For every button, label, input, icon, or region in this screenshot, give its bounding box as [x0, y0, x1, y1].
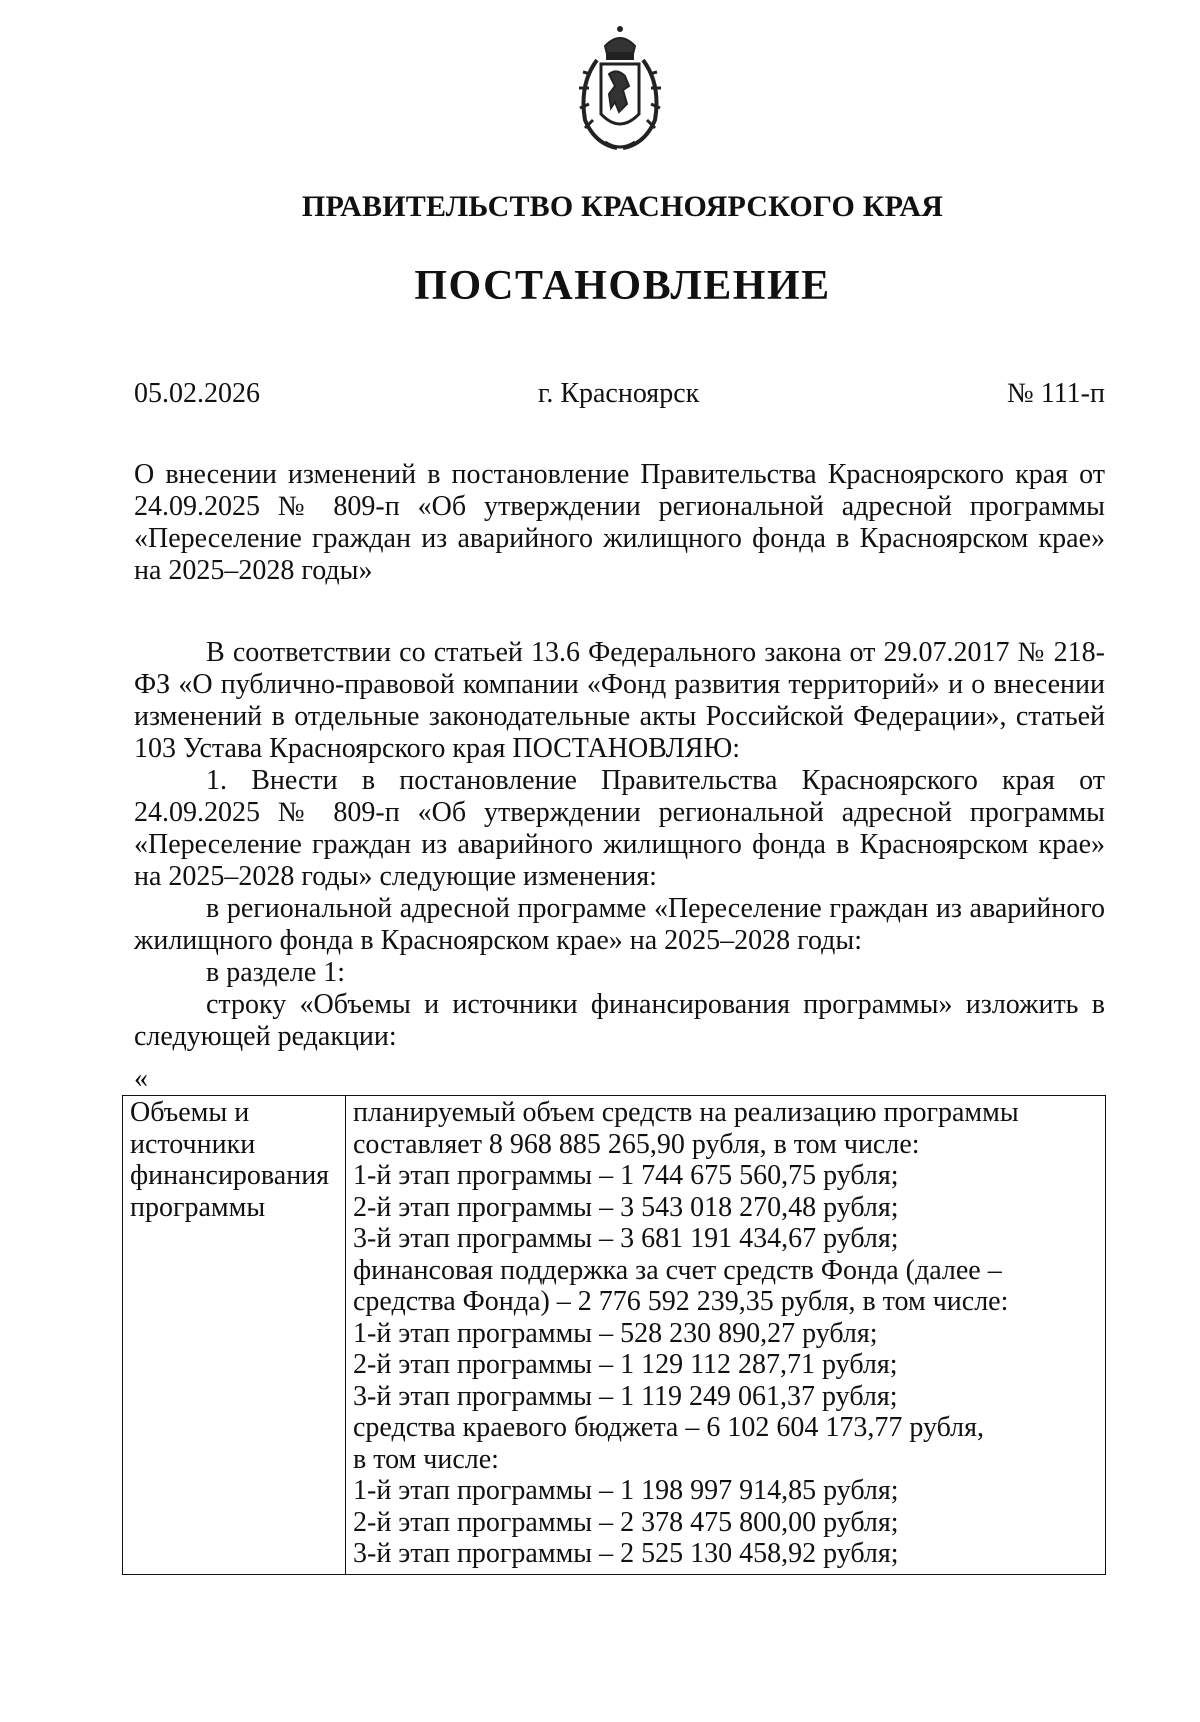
financing-table — [122, 1095, 1106, 1575]
content-line: 2-й этап программы – 1 129 112 287,71 рубля; — [353, 1349, 898, 1380]
label-line: финансирования — [130, 1160, 330, 1191]
financing-label-cell — [123, 1096, 346, 1575]
section-paragraph: в разделе 1: — [206, 957, 346, 988]
content-line: средства краевого бюджета – 6 102 604 173,77 рубля, — [353, 1412, 985, 1443]
content-line: 3-й этап программы – 2 525 130 458,92 рубля; — [353, 1538, 899, 1569]
content-line: финансовая поддержка за счет средств Фонда (далее – — [353, 1254, 1002, 1286]
document-date: 05.02.2026 — [134, 378, 260, 409]
content-line: 3-й этап программы – 3 681 191 434,67 рубля; — [353, 1223, 899, 1254]
coat-of-arms-icon — [571, 24, 669, 159]
document-subject — [134, 459, 1105, 587]
content-line: 1-й этап программы – 1 744 675 560,75 рубля; — [353, 1160, 899, 1191]
label-line: программы — [130, 1191, 266, 1223]
subject-text: О внесении изменений в постановление Правительства Красноярского края от 24.09.2025 № 809-п «Об утверждении региональной адресной программы «Переселение граждан из аварийного жилищного фонда в Красноярском крае» на 2025–2028 годы» — [134, 459, 1105, 586]
preamble-paragraph: В соответствии со статьей 13.6 Федерального закона от 29.07.2017 № 218-ФЗ «О публично-правовой компании «Фонд развития территорий» и о внесении изменений в отдельные законодательные акты Российской Федерации», статьей 103 Устава Красноярского края ПОСТАНОВЛЯЮ: — [134, 637, 1105, 764]
label-line: Объемы и — [130, 1097, 250, 1128]
item-1-paragraph: 1. Внести в постановление Правительства Красноярского края от 24.09.2025 № 809-п «Об утверждении региональной адресной программы «Переселение граждан из аварийного жилищного фонда в Красноярском крае» на 2025–2028 годы» следующие изменения: — [134, 765, 1105, 892]
content-line: 1-й этап программы – 528 230 890,27 рубля; — [353, 1317, 878, 1349]
document-city: г. Красноярск — [538, 378, 700, 409]
document-number: № 111-п — [1007, 378, 1105, 409]
document-type-title: ПОСТАНОВЛЕНИЕ — [414, 263, 831, 309]
content-line: в том числе: — [353, 1443, 499, 1475]
financing-content-cell — [346, 1096, 1106, 1575]
government-name: ПРАВИТЕЛЬСТВО КРАСНОЯРСКОГО КРАЯ — [301, 190, 944, 223]
row-instruction-paragraph: строку «Объемы и источники финансирования программы» изложить в следующей редакции: — [134, 989, 1105, 1052]
content-line: 2-й этап программы – 3 543 018 270,48 рубля; — [353, 1191, 899, 1223]
content-line: 2-й этап программы – 2 378 475 800,00 рубля; — [353, 1506, 899, 1538]
content-line: 1-й этап программы – 1 198 997 914,85 рубля; — [353, 1475, 899, 1506]
content-line: 3-й этап программы – 1 119 249 061,37 рубля; — [353, 1380, 898, 1412]
table-row — [123, 1096, 1106, 1575]
document-body — [134, 637, 1105, 1053]
label-line: источники — [130, 1128, 256, 1160]
content-line: составляет 8 968 885 265,90 рубля, в том числе: — [353, 1128, 920, 1160]
content-line: планируемый объем средств на реализацию программы — [353, 1097, 1019, 1128]
content-line: средства Фонда) – 2 776 592 239,35 рубля, в том числе: — [353, 1286, 1009, 1317]
opening-quote: « — [134, 1063, 148, 1094]
program-paragraph: в региональной адресной программе «Переселение граждан из аварийного жилищного фонда в Красноярском крае» на 2025–2028 годы: — [134, 893, 1105, 956]
